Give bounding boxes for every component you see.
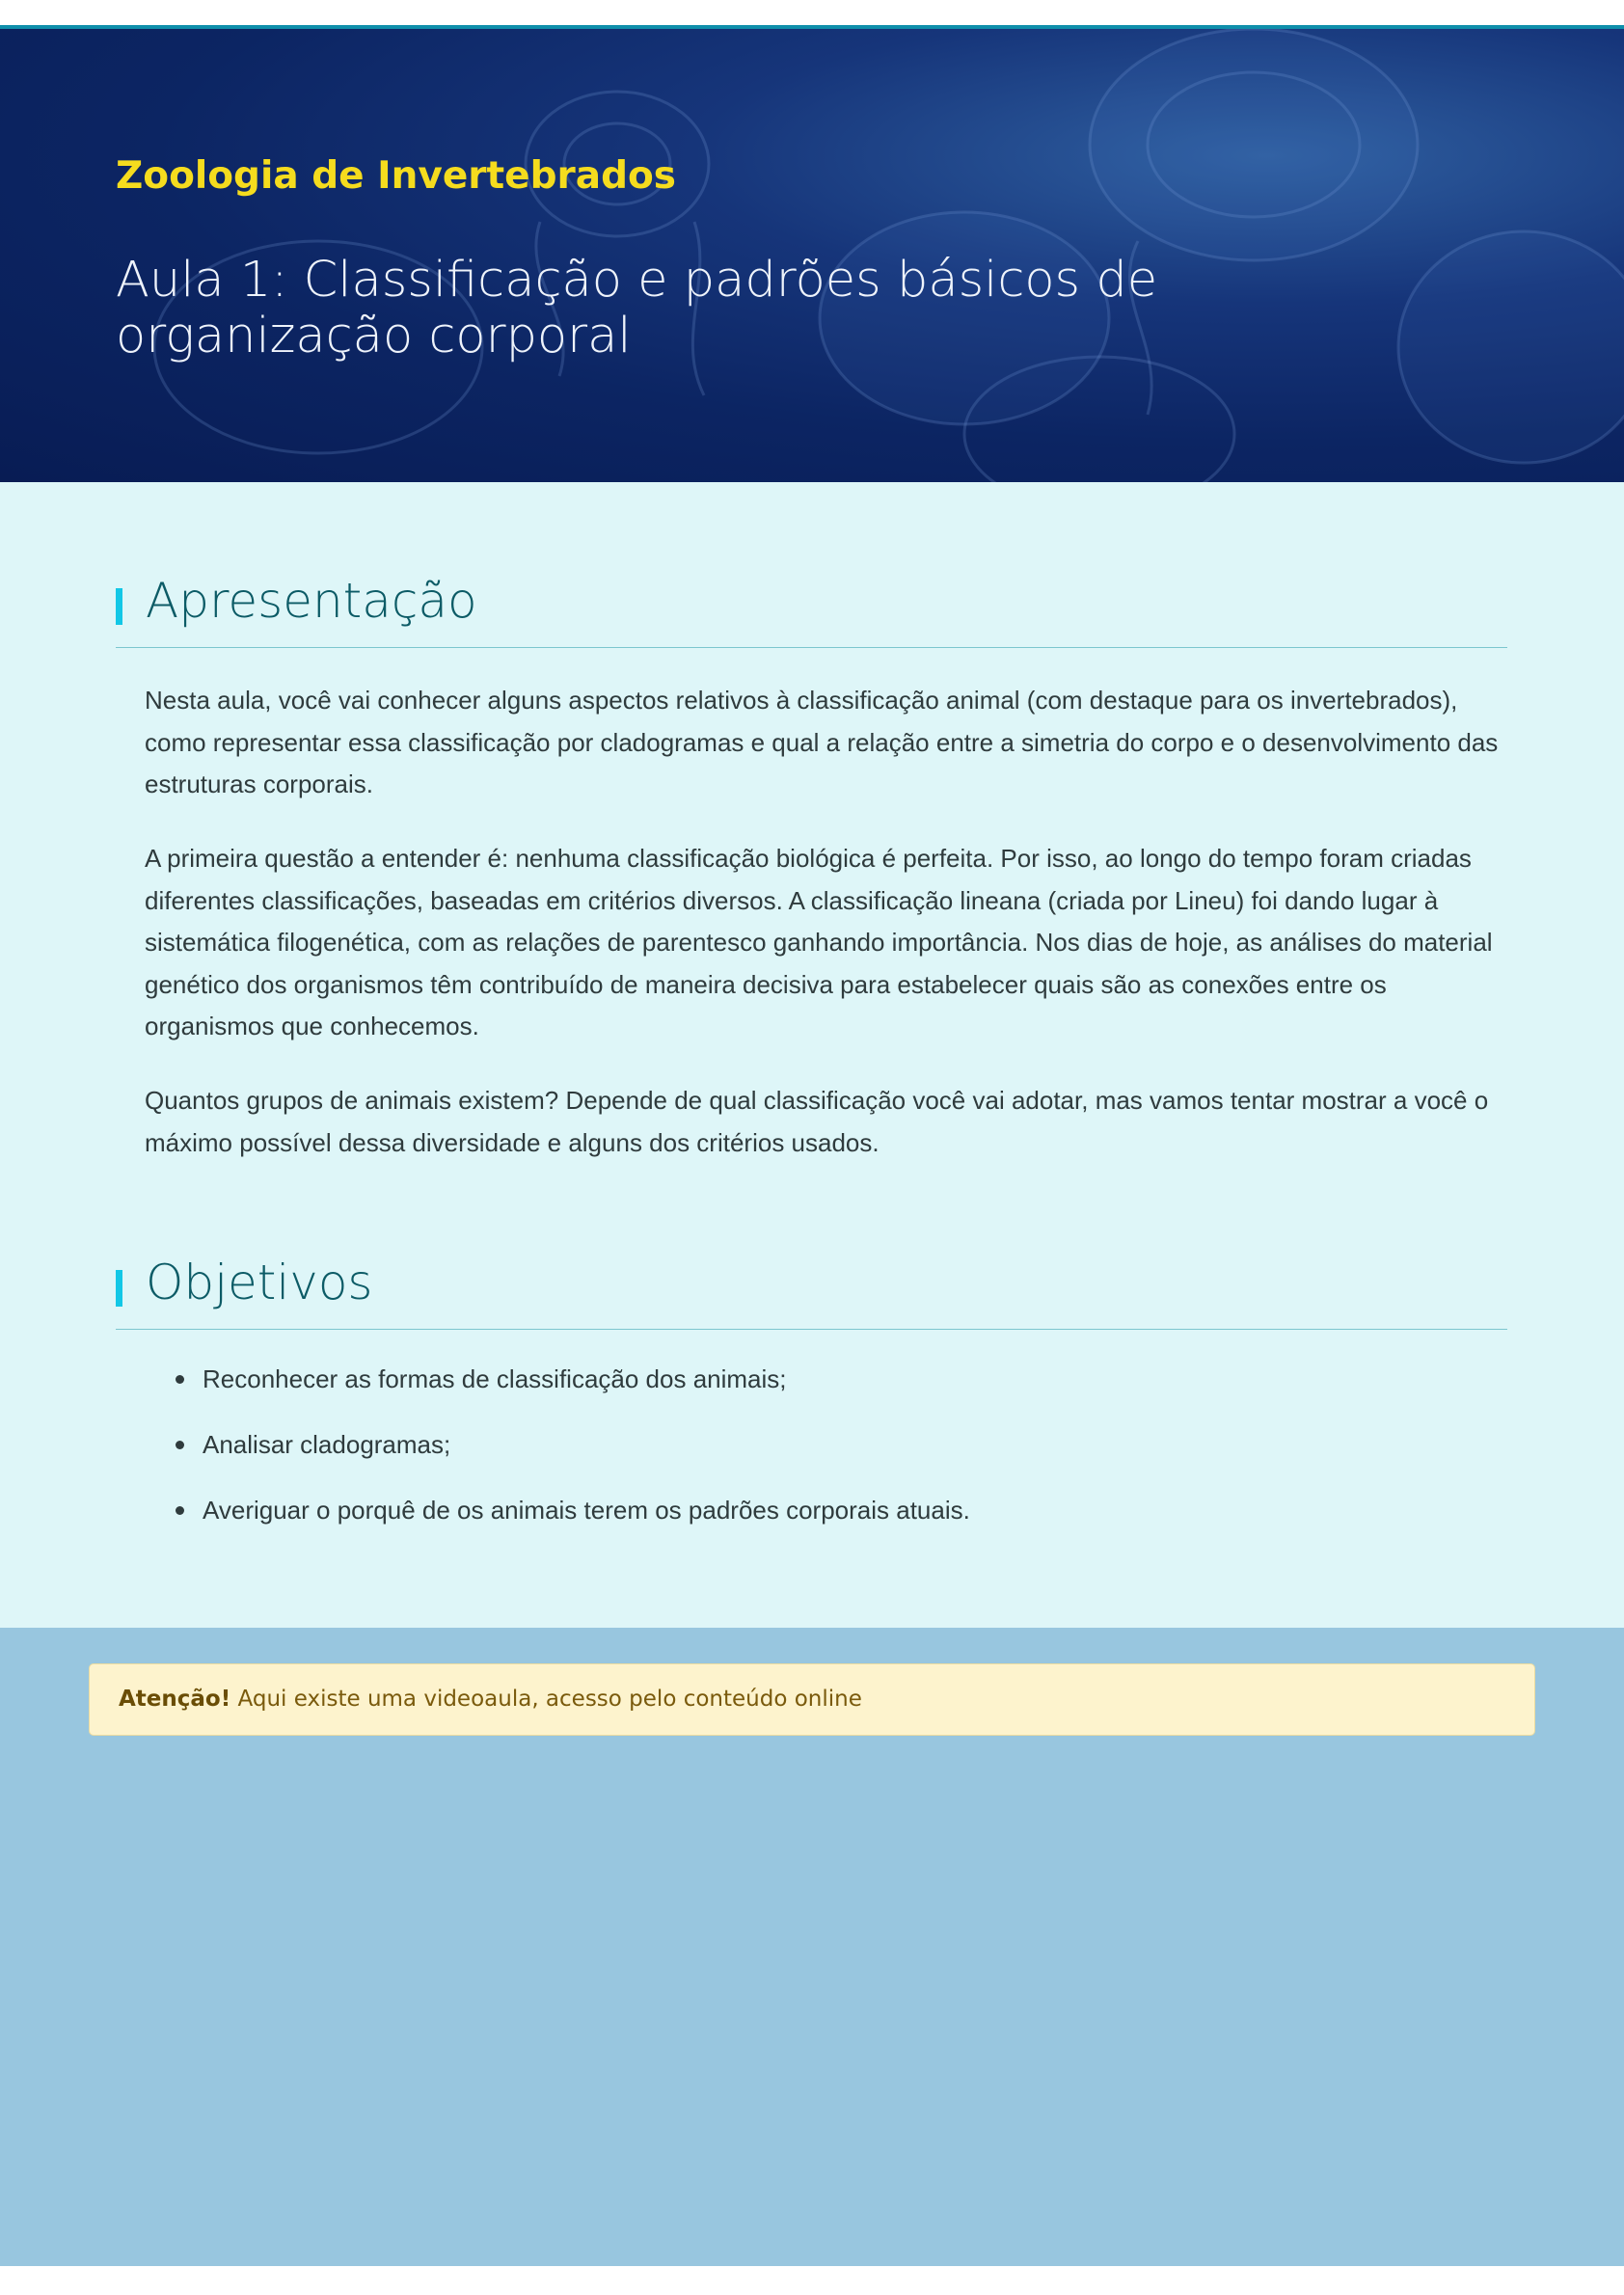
objectives-heading: Objetivos <box>146 1255 373 1310</box>
bullet-icon <box>176 1506 184 1515</box>
section-accent-bar <box>116 588 122 625</box>
objective-item <box>145 1360 1495 1425</box>
video-section <box>0 1628 1624 2266</box>
objective-text: Averiguar o porquê de os animais terem os padrões corporais atuais. <box>203 1496 970 1525</box>
objectives-list <box>145 1360 1495 1556</box>
section-accent-bar <box>116 1270 122 1307</box>
presentation-paragraph-3: Quantos grupos de animais existem? Depende de qual classificação você vai adotar, mas vamos tentar mostrar a você o máximo possível dessa diversidade e alguns dos critérios usados. <box>145 1086 1489 1157</box>
bullet-icon <box>176 1375 184 1384</box>
alert-text: Aqui existe uma videoaula, acesso pelo conteúdo online <box>237 1687 862 1712</box>
presentation-section-header <box>116 573 1507 648</box>
objective-item <box>145 1491 1495 1556</box>
objective-text: Reconhecer as formas de classificação dos animais; <box>203 1364 787 1393</box>
presentation-paragraph-1: Nesta aula, você vai conhecer alguns aspectos relativos à classificação animal (com destaque para os invertebrados), como representar essa classificação por cladogramas e qual a relação entre a simetria do corpo e o desenvolvimento das estruturas corporais. <box>145 686 1499 798</box>
page-title: Aula 1: Classificação e padrões básicos de organização corporal <box>116 252 1158 364</box>
objective-item <box>145 1425 1495 1491</box>
presentation-paragraph-2: A primeira questão a entender é: nenhuma classificação biológica é perfeita. Por isso, ao longo do tempo foram criadas diferentes classificações, baseadas em critérios diversos. A classificação lineana (criada por Lineu) foi dando lugar à sistemática filogenética, com as relações de parentesco ganhando importância. Nos dias de hoje, as análises do material genético dos organismos têm contribuído de maneira decisiva para estabelecer quais são as conexões entre os organismos que conhecemos. <box>145 844 1493 1040</box>
video-alert <box>89 1663 1535 1736</box>
hero-banner <box>0 25 1624 482</box>
objective-text: Analisar cladogramas; <box>203 1430 451 1459</box>
course-subject: Zoologia de Invertebrados <box>116 154 677 198</box>
bullet-icon <box>176 1441 184 1449</box>
presentation-heading: Apresentação <box>146 573 477 629</box>
objectives-section-header <box>116 1255 1507 1330</box>
alert-label: Atenção! <box>119 1687 231 1712</box>
